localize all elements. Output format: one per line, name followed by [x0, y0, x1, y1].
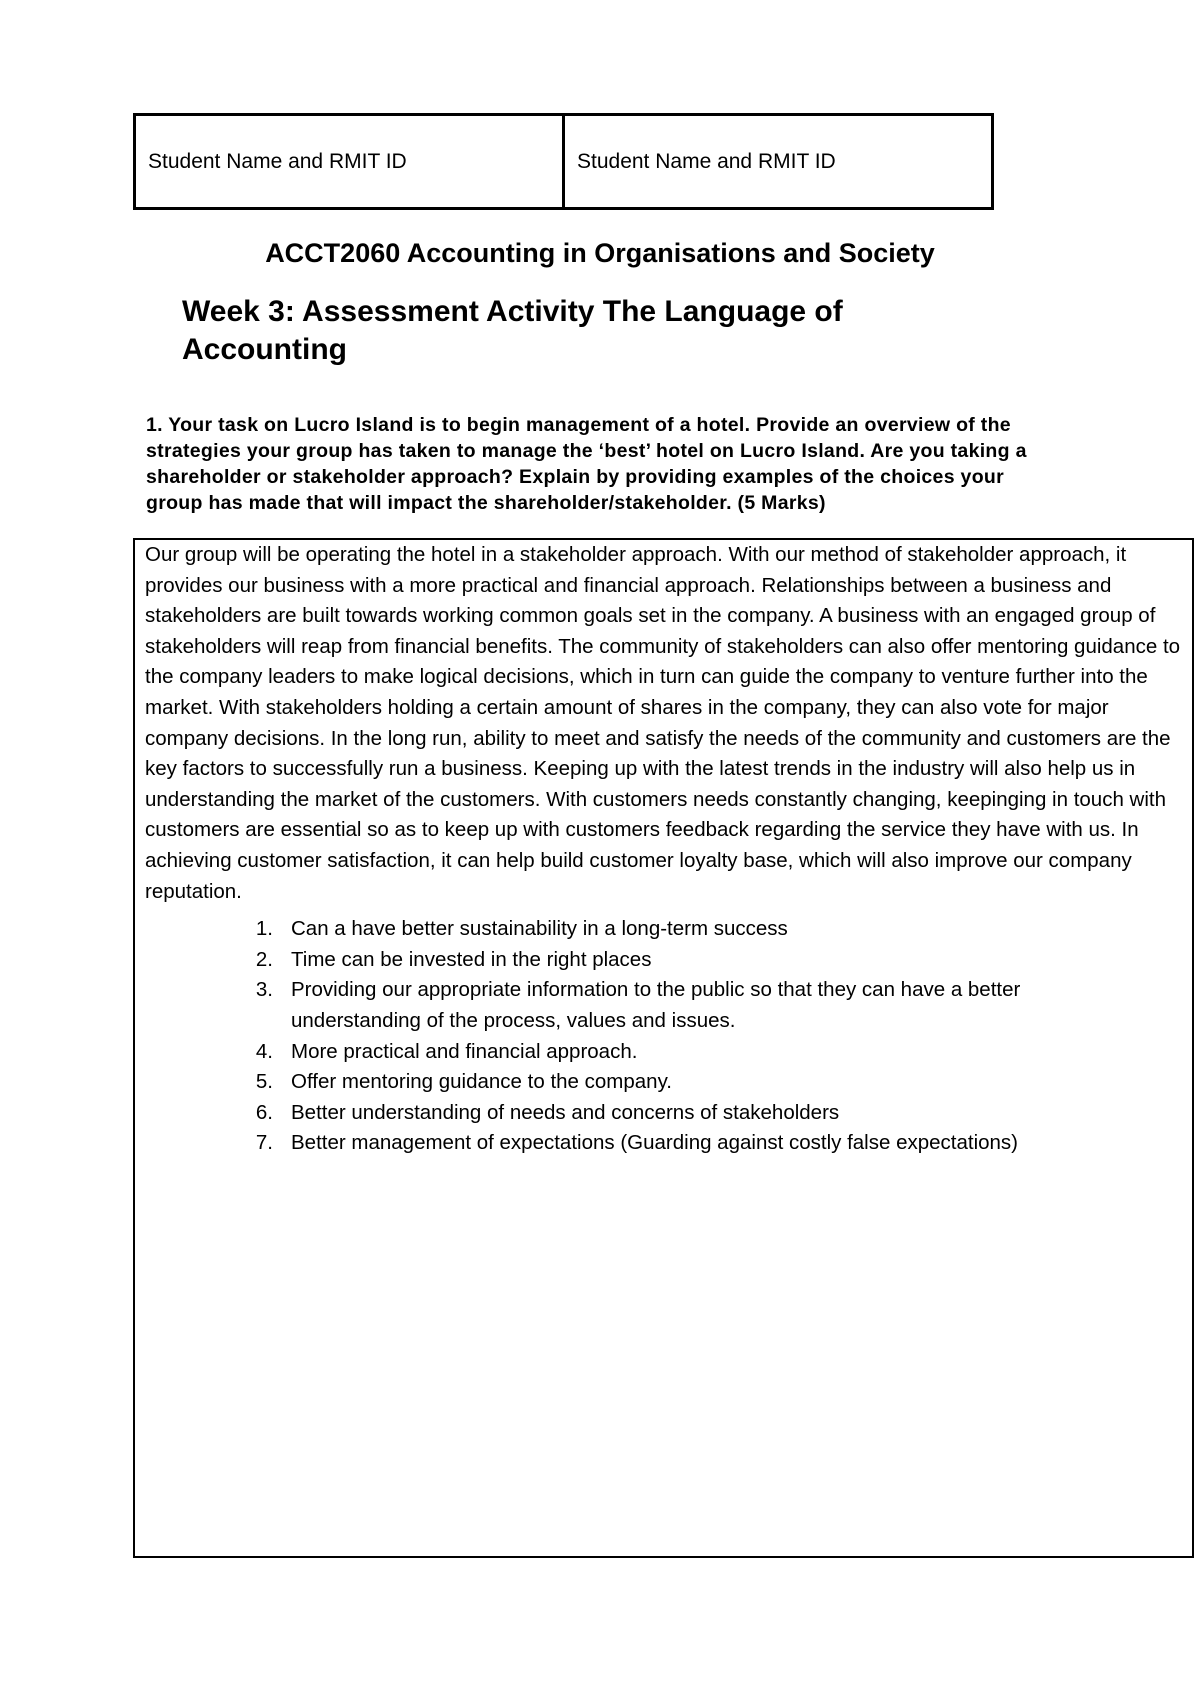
course-title: ACCT2060 Accounting in Organisations and Society: [265, 238, 935, 268]
list-item-number: 7.: [255, 1131, 273, 1155]
week-title: Week 3: Assessment Activity The Language of Accounting: [182, 295, 843, 366]
answer-list: [145, 914, 1184, 1159]
list-item-text: More practical and financial approach.: [291, 1039, 638, 1063]
list-item: [145, 945, 1184, 976]
list-item-text: Can a have better sustainability in a long-term success: [291, 917, 788, 941]
list-item-number: 6.: [255, 1100, 273, 1124]
question-1: 1. Your task on Lucro Island is to begin management of a hotel. Provide an overview of the strategies your group has taken to manage the ‘best’ hotel on Lucro Island. Are you taking a shareholder or stakeholder approach? Explain by providing examples of the choices your group has made that will impact the shareholder/stakeholder. (5 Marks): [146, 414, 1027, 514]
answer-box[interactable]: [133, 538, 1194, 1558]
list-item-text: Better management of expectations (Guarding against costly false expectations): [291, 1131, 1019, 1155]
list-item-number: 2.: [255, 947, 273, 971]
list-item: [145, 1098, 1184, 1129]
list-item-text: Better understanding of needs and concerns of stakeholders: [291, 1100, 840, 1124]
list-item-number: 1.: [255, 917, 273, 941]
list-item: [145, 1067, 1184, 1098]
student-name-id-cell-2[interactable]: Student Name and RMIT ID: [562, 116, 991, 207]
list-item: [145, 1037, 1184, 1068]
student-name-id-cell-1[interactable]: Student Name and RMIT ID: [148, 149, 407, 173]
list-item: [145, 975, 1184, 1036]
answer-paragraph: Our group will be operating the hotel in a stakeholder approach. With our method of stakeholder approach, it provides our business with a more practical and financial approach. Relationships between a business and stakeholders are built towards working common goals set in the company. A business with an engaged group of stakeholders will reap from financial benefits. The community of stakeholders can also offer mentoring guidance to the company leaders to make logical decisions, which in turn can guide the company to venture further into the market. With stakeholders holding a certain amount of shares in the company, they can also vote for major company decisions. In the long run, ability to meet and satisfy the needs of the community and customers are the key factors to successfully run a business. Keeping up with the latest trends in the industry will also help us in understanding the market of the customers. With customers needs constantly changing, keepinging in touch with customers are essential so as to keep up with customers feedback regarding the service they have with us. In achieving customer satisfaction, it can help build customer loyalty base, which will also improve our company reputation.: [145, 543, 1181, 903]
student-id-table: [133, 113, 994, 210]
list-item-text: Time can be invested in the right places: [291, 947, 652, 971]
list-item: [145, 1128, 1184, 1159]
list-item: [145, 914, 1184, 945]
list-item-text: Providing our appropriate information to the public so that they can have a better understanding of the process, values and issues.: [291, 978, 1021, 1032]
list-item-text: Offer mentoring guidance to the company.: [291, 1070, 672, 1094]
list-item-number: 3.: [255, 978, 273, 1002]
list-item-number: 4.: [255, 1039, 273, 1063]
list-item-number: 5.: [255, 1070, 273, 1094]
